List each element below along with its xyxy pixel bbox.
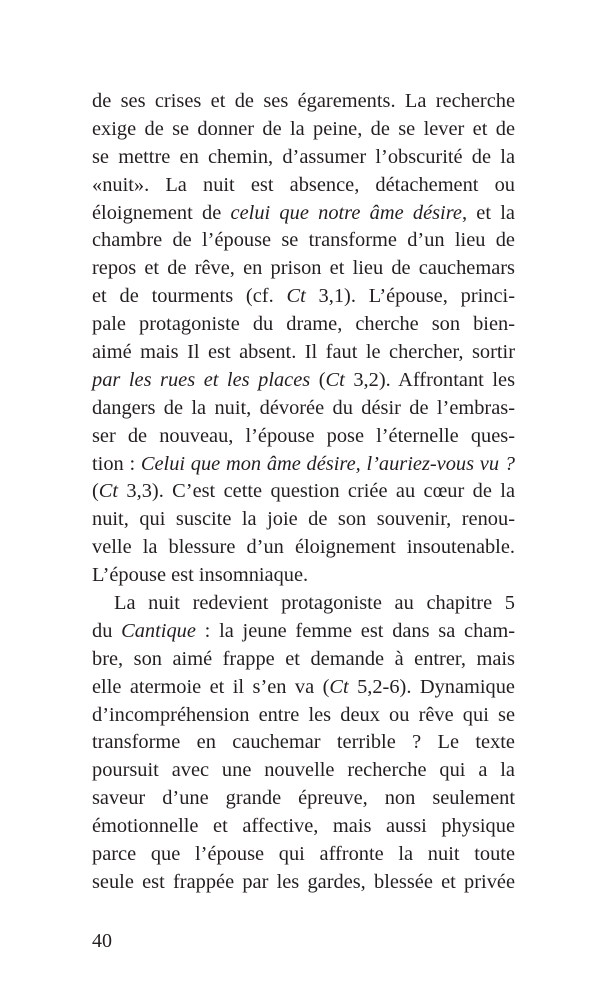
text-segment: se mettre en chemin, d’assumer l’obscurité de la [92,145,515,168]
text-segment: pale protagoniste du drame, cherche son bien- [92,313,515,336]
italic-text: Ct [286,285,306,308]
text-segment: aimé mais Il est absent. Il faut le chercher, sortir [92,341,515,364]
italic-text: par les rues et les places [92,368,311,391]
text-segment: La nuit redevient protagoniste au chapitre 5 [114,592,515,615]
text-line [92,841,515,869]
text-line [92,311,515,339]
text-segment: ser de nouveau, l’épouse pose l’éternelle ques- [92,424,515,447]
text-segment: ( [92,480,99,503]
text-line [92,813,515,841]
text-segment: ( [310,368,326,391]
text-segment: 5,2-6). Dynamique [348,675,515,698]
text-segment: du [92,619,122,642]
text-segment: seule est frappée par les gardes, blessée et privée [92,870,515,893]
text-segment: chambre de l’épouse se transforme d’un lieu de [92,229,515,252]
text-segment: elle atermoie et il s’en va ( [92,675,330,698]
text-line [92,283,515,311]
text-line [92,618,515,646]
text-line [92,255,515,283]
text-line [92,785,515,813]
text-line [92,534,515,562]
text-line [92,506,515,534]
text-segment: repos et de rêve, en prison et lieu de cauchemars [92,257,515,280]
text-line [92,367,515,395]
text-line [92,339,515,367]
text-line [92,869,515,897]
text-segment: tion : [92,452,141,475]
text-segment: : la jeune femme est dans sa cham- [195,619,515,642]
italic-text: Ct [98,480,119,503]
text-segment: bre, son aimé frappe et demande à entrer, mais [92,647,515,670]
body-text [92,88,515,897]
text-segment: d’incompréhension entre les deux ou rêve qui se [92,703,515,726]
italic-text: celui que notre âme désire [230,201,462,224]
text-line [92,227,515,255]
text-line [92,395,515,423]
text-segment: et de tourments (cf. [92,285,287,308]
text-segment: nuit, qui suscite la joie de son souvenir, renou- [92,508,515,531]
text-line [92,451,515,479]
text-line [92,144,515,172]
text-line [92,757,515,785]
text-segment: émotionnelle et affective, mais aussi physique [92,815,515,838]
text-segment: 3,2). Affrontant les [344,368,516,391]
text-line [92,562,515,590]
text-segment: velle la blessure d’un éloignement insoutenable. [92,536,515,559]
text-line [92,729,515,757]
text-segment: dangers de la nuit, dévorée du désir de l’embras- [92,396,515,419]
text-line [92,116,515,144]
text-line [92,88,515,116]
text-segment: , et la [461,201,515,224]
text-line [92,646,515,674]
italic-text: Celui que mon âme désire, l’auriez-vous vu ? [140,452,515,475]
text-line [92,478,515,506]
page-number: 40 [92,930,112,952]
text-segment: poursuit avec une nouvelle recherche qui a la [92,759,515,782]
text-line [92,702,515,730]
text-segment: «nuit». La nuit est absence, détachement ou [92,173,515,196]
text-segment: exige de se donner de la peine, de se lever et de [92,117,515,140]
italic-text: Ct [329,675,349,698]
text-segment: 3,1). L’épouse, princi- [305,285,515,308]
italic-text: Ct [325,368,345,391]
text-segment: transforme en cauchemar terrible ? Le texte [92,731,515,754]
text-line [92,590,515,618]
text-segment: L’épouse est insomniaque. [92,564,309,587]
text-segment: parce que l’épouse qui affronte la nuit toute [92,843,515,866]
text-line [92,172,515,200]
text-segment: saveur d’une grande épreuve, non seulement [92,787,515,810]
italic-text: Cantique [121,619,196,642]
text-line [92,674,515,702]
text-line [92,423,515,451]
text-segment: de ses crises et de ses égarements. La recherche [92,90,515,112]
text-segment: 3,3). C’est cette question criée au cœur de la [118,480,515,503]
text-line [92,200,515,228]
text-segment: éloignement de [92,201,231,224]
